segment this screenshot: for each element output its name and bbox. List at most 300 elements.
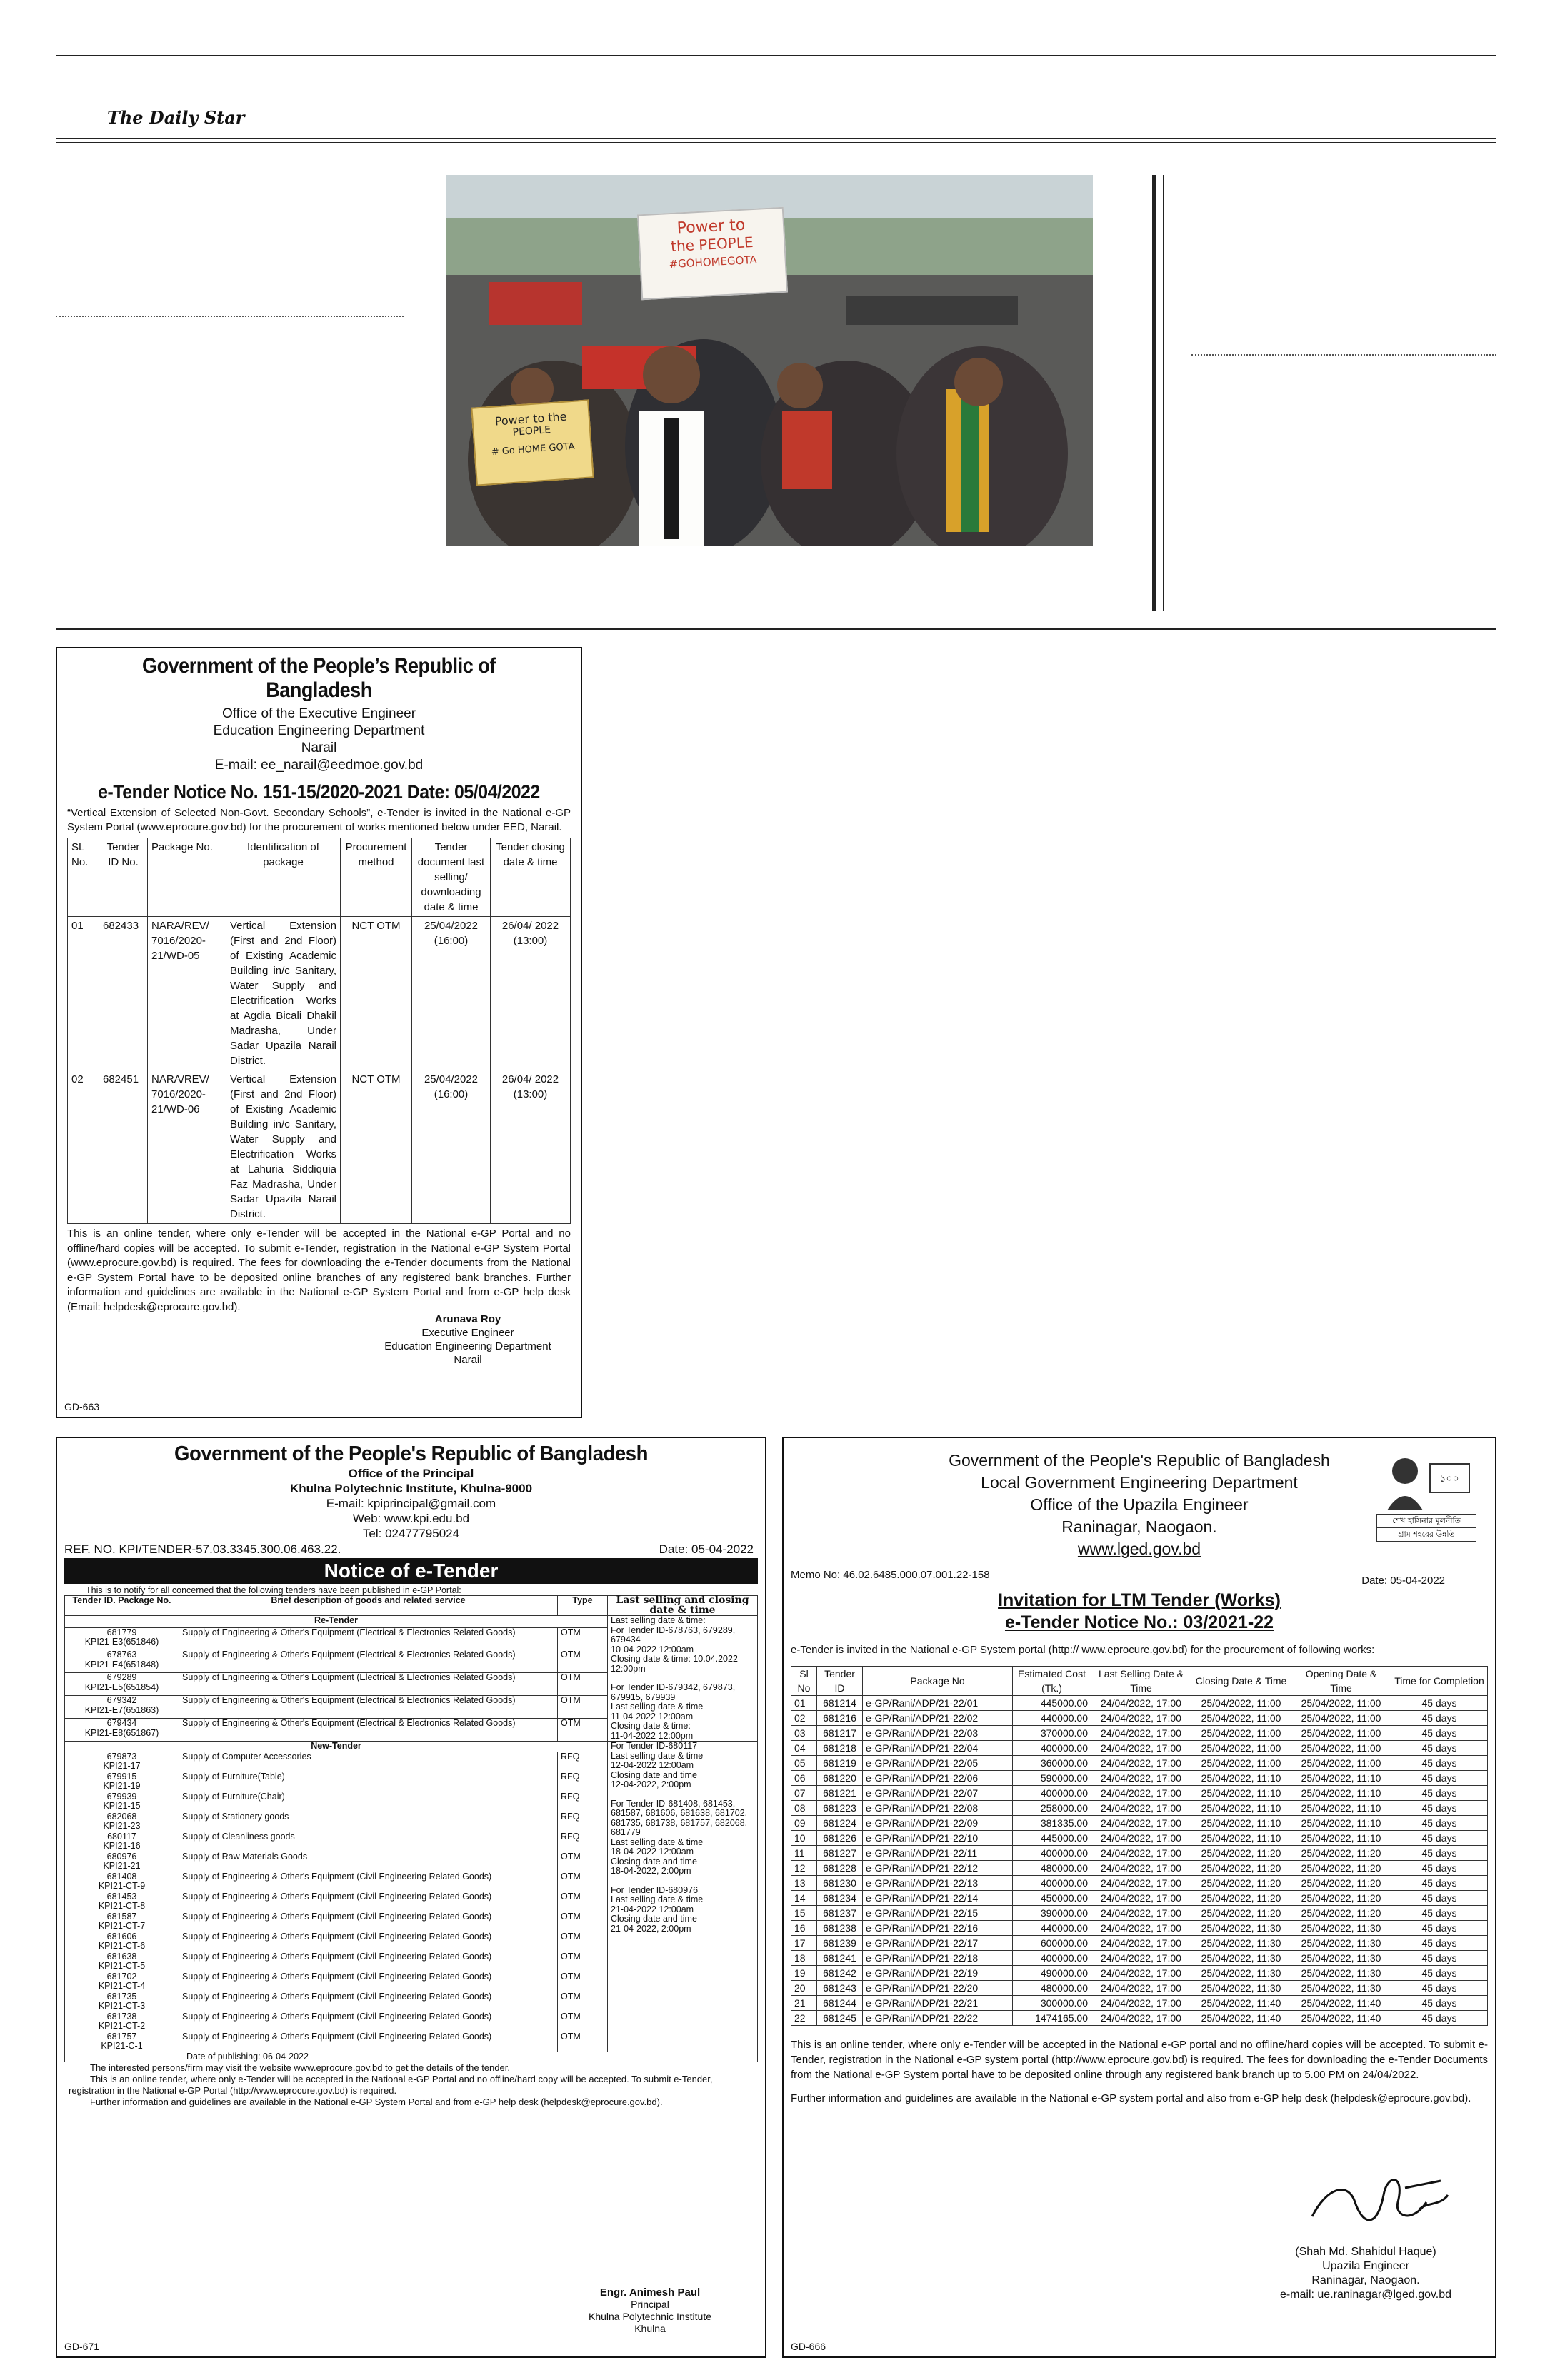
ad2-date-line: Last selling date & time <box>611 1894 704 1904</box>
ad3-cell-id: 681241 <box>817 1951 863 1966</box>
ad3-cell-last: 24/04/2022, 17:00 <box>1091 1696 1191 1711</box>
ad3-table-row <box>791 1831 1488 1846</box>
sign-small-line-3: # Go HOME GOTA <box>491 441 575 458</box>
ad2-package-no: KPI21-E8(651867) <box>84 1727 159 1738</box>
ad2-cell-desc: Supply of Engineering & Other's Equipment (Electrical & Electronics Related Goods) <box>179 1673 558 1696</box>
ad3-cell-time: 45 days <box>1391 1951 1488 1966</box>
ad2-cell-desc: Supply of Engineering & Other's Equipment (Civil Engineering Related Goods) <box>179 1912 558 1932</box>
ad3-cell-cost: 258000.00 <box>1013 1801 1091 1816</box>
ad3-cell-id: 681217 <box>817 1726 863 1741</box>
ad2-date-line: 18-04-2022, 2:00pm <box>611 1866 691 1876</box>
ad3-web-link[interactable]: www.lged.gov.bd <box>1077 1540 1201 1558</box>
dotted-separator-left <box>56 316 404 317</box>
ad3-cell-cost: 300000.00 <box>1013 1996 1091 2011</box>
ad3-cell-sl: 03 <box>791 1726 817 1741</box>
ad2-cell-type: RFQ <box>558 1792 608 1812</box>
ad1-office-lines <box>67 706 571 774</box>
ad2-email: E-mail: kpiprincipal@gmail.com <box>326 1497 496 1510</box>
ad2-tender-id: 681779 <box>106 1627 137 1637</box>
ad3-cell-pkg: e-GP/Rani/ADP/21-22/17 <box>863 1936 1013 1951</box>
ad3-sign-email: e-mail: ue.raninagar@lged.gov.bd <box>1279 2289 1452 2301</box>
ad3-cell-close: 25/04/2022, 11:30 <box>1191 1921 1291 1936</box>
ad2-col-desc: Brief description of goods and related service <box>179 1596 558 1616</box>
ad3-cell-cost: 360000.00 <box>1013 1756 1091 1771</box>
ad3-cell-cost: 390000.00 <box>1013 1906 1091 1921</box>
ad2-cell-type: OTM <box>558 1673 608 1696</box>
ad2-ref: REF. NO. KPI/TENDER-57.03.3345.300.06.463.22. <box>64 1542 341 1556</box>
ad2-sign-title: Principal <box>631 2299 669 2310</box>
ad3-table-row <box>791 1786 1488 1801</box>
ad3-cell-close: 25/04/2022, 11:10 <box>1191 1801 1291 1816</box>
ad1-footer: This is an online tender, where only e-Tender will be accepted in the National e-GP Portal and no offline/hard copies will be accepted. To submit e-Tender, registration in the National e-GP System Portal (www.eprocure.gov.bd) is required. The fees for downloading the e-Tender documents from the National e-GP System Portal have to be deposited online branches of any registered bank branches. Further information and guidelines are available in the National e-GP System Portal and from e-GP help desk (Email: helpdesk@eprocure.gov.bd). <box>67 1227 571 1313</box>
ad2-section-label: Re-Tender <box>65 1616 608 1628</box>
ad1-cell-pkg: NARA/REV/ 7016/2020- 21/WD-05 <box>148 917 226 1070</box>
ad3-cell-time: 45 days <box>1391 1816 1488 1831</box>
ad3-cell-last: 24/04/2022, 17:00 <box>1091 1966 1191 1981</box>
ad3-cell-time: 45 days <box>1391 1801 1488 1816</box>
ad3-cell-pkg: e-GP/Rani/ADP/21-22/16 <box>863 1921 1013 1936</box>
ad2-date-line: For Tender ID-680976 <box>611 1884 699 1895</box>
logo-caption-line: গ্রাম শহরের উন্নতি <box>1398 1530 1455 1539</box>
ad1-sign-dept: Education Engineering Department <box>384 1340 551 1352</box>
protest-sign-small <box>471 399 594 486</box>
ad2-cell-type: OTM <box>558 1992 608 2012</box>
ad2-cell-id <box>65 1932 179 1952</box>
ad3-table-row <box>791 1801 1488 1816</box>
ad2-table <box>64 1595 758 2062</box>
ad3-cell-cost: 445000.00 <box>1013 1696 1091 1711</box>
ad1-col-id: Tender ID No. <box>99 838 148 917</box>
ad3-cell-pkg: e-GP/Rani/ADP/21-22/09 <box>863 1816 1013 1831</box>
ad2-date-line: Closing date and time <box>611 1856 697 1867</box>
ad3-cell-id: 681230 <box>817 1876 863 1891</box>
ad2-package-no: KPI21-21 <box>103 1861 141 1871</box>
ad2-cell-desc: Supply of Engineering & Other's Equipment (Civil Engineering Related Goods) <box>179 1992 558 2012</box>
ad3-cell-open: 25/04/2022, 11:20 <box>1291 1906 1391 1921</box>
ad3-cell-pkg: e-GP/Rani/ADP/21-22/11 <box>863 1846 1013 1861</box>
protest-photo <box>446 175 1093 546</box>
ad1-cell-last: 25/04/2022 (16:00) <box>412 1070 491 1224</box>
ad3-table-row <box>791 1711 1488 1726</box>
ad3-cell-sl: 17 <box>791 1936 817 1951</box>
ad2-package-no: KPI21-CT-4 <box>98 1981 146 1991</box>
ad3-cell-id: 681214 <box>817 1696 863 1711</box>
ad3-cell-last: 24/04/2022, 17:00 <box>1091 1996 1191 2011</box>
ad2-date-line: Last selling date & time <box>611 1837 704 1847</box>
ad3-table-row <box>791 1876 1488 1891</box>
ad2-section-row <box>65 1616 758 1628</box>
ad3-cell-id: 681245 <box>817 2011 863 2026</box>
ad1-cell-id: 682451 <box>99 1070 148 1224</box>
ad3-col-time: Time for Completion <box>1391 1667 1488 1696</box>
ad3-cell-close: 25/04/2022, 11:30 <box>1191 1951 1291 1966</box>
ad3-cell-time: 45 days <box>1391 1996 1488 2011</box>
ad3-cell-time: 45 days <box>1391 1831 1488 1846</box>
ad2-section-label: New-Tender <box>65 1742 608 1752</box>
sign-main-line-3: #GOHOMEGOTA <box>669 253 758 271</box>
ad3-heading <box>791 1590 1488 1634</box>
ad3-cell-close: 25/04/2022, 11:40 <box>1191 1996 1291 2011</box>
ad2-sign-place: Khulna <box>634 2323 666 2334</box>
ad3-cell-cost: 370000.00 <box>1013 1726 1091 1741</box>
ad2-sign-name: Engr. Animesh Paul <box>599 2286 701 2299</box>
ad3-cell-sl: 02 <box>791 1711 817 1726</box>
ad3-cell-open: 25/04/2022, 11:10 <box>1291 1831 1391 1846</box>
ad2-package-no: KPI21-CT-7 <box>98 1921 146 1931</box>
ad2-title: Government of the People's Republic of Bangladesh <box>174 1442 648 1465</box>
ad2-cell-id <box>65 1832 179 1852</box>
ad2-package-no: KPI21-CT-3 <box>98 2001 146 2011</box>
ad2-package-no: KPI21-23 <box>103 1821 141 1831</box>
ad2-cell-type: OTM <box>558 2032 608 2052</box>
ad2-tender-id: 679434 <box>106 1718 137 1729</box>
ad3-memo-row <box>791 1569 1488 1587</box>
ad3-cell-open: 25/04/2022, 11:10 <box>1291 1816 1391 1831</box>
ad3-cell-time: 45 days <box>1391 1861 1488 1876</box>
ad3-cell-close: 25/04/2022, 11:10 <box>1191 1831 1291 1846</box>
masthead-rule-1 <box>56 138 1496 139</box>
ad3-table-row <box>791 1921 1488 1936</box>
ad3-cell-time: 45 days <box>1391 1846 1488 1861</box>
ad3-cell-id: 681224 <box>817 1816 863 1831</box>
ad2-date-line: For Tender ID-678763, 679289, 679434 <box>611 1625 736 1645</box>
ad3-sign-title: Upazila Engineer <box>1322 2260 1409 2272</box>
ad2-publishing-row <box>65 2052 758 2062</box>
ad3-cell-last: 24/04/2022, 17:00 <box>1091 1936 1191 1951</box>
ad2-cell-id <box>65 1912 179 1932</box>
ad3-cell-pkg: e-GP/Rani/ADP/21-22/07 <box>863 1786 1013 1801</box>
ad2-date-line: 10-04-2022 12:00am <box>611 1644 694 1655</box>
ad2-date-line: For Tender ID-679342, 679873, 679915, 679939 <box>611 1682 736 1702</box>
ad3-cell-open: 25/04/2022, 11:30 <box>1291 1951 1391 1966</box>
ad3-cell-last: 24/04/2022, 17:00 <box>1091 1816 1191 1831</box>
ad1-col-desc: Identification of package <box>226 838 341 917</box>
ad2-note: The interested persons/firm may visit the website www.eprocure.gov.bd to get the details of the tender. <box>90 2062 510 2073</box>
ad3-cell-close: 25/04/2022, 11:20 <box>1191 1861 1291 1876</box>
vertical-rule-2 <box>1163 175 1164 611</box>
ad3-table-row <box>791 1771 1488 1786</box>
ad2-cell-id <box>65 1719 179 1742</box>
ad3-table-row <box>791 1696 1488 1711</box>
ad3-cell-last: 24/04/2022, 17:00 <box>1091 1771 1191 1786</box>
ad2-date-line: Closing date and time <box>611 1769 697 1780</box>
ad3-cell-close: 25/04/2022, 11:10 <box>1191 1816 1291 1831</box>
ad3-table-row <box>791 1756 1488 1771</box>
ad3-cell-time: 45 days <box>1391 1906 1488 1921</box>
ad2-cell-id <box>65 2032 179 2052</box>
ad2-tender-id: 681606 <box>106 1931 137 1942</box>
ad2-date-line <box>611 1790 754 1799</box>
ad2-cell-desc: Supply of Engineering & Other's Equipment (Civil Engineering Related Goods) <box>179 1932 558 1952</box>
ad2-package-no: KPI21-CT-5 <box>98 1961 146 1971</box>
ad1-sign-title: Executive Engineer <box>421 1327 514 1339</box>
ad3-code: GD-666 <box>791 2341 826 2352</box>
ad2-cell-type: OTM <box>558 1696 608 1719</box>
ad2-cell-desc: Supply of Engineering & Other's Equipment (Civil Engineering Related Goods) <box>179 1892 558 1912</box>
ad2-cell-id <box>65 1752 179 1772</box>
ad3-cell-id: 681221 <box>817 1786 863 1801</box>
ad3-logo-caption <box>1376 1514 1476 1542</box>
ad3-line: Local Government Engineering Department <box>981 1473 1298 1492</box>
ad3-cell-time: 45 days <box>1391 1981 1488 1996</box>
ad2-cell-type: OTM <box>558 1650 608 1673</box>
ad1-cell-sl: 02 <box>68 1070 99 1224</box>
ad2-package-no: KPI21-E5(651854) <box>84 1682 159 1692</box>
ad2-note: This is an online tender, where only e-Tender will be accepted in the National e-GP Portal and no offline/hard copy will be accepted. To submit e-Tender, registration in the National e-GP Portal (http://www.eprocure.gov.bd) is required. <box>69 2074 713 2096</box>
ad2-cell-dates <box>608 1616 758 1742</box>
ad2-package-no: KPI21-CT-9 <box>98 1881 146 1891</box>
ad3-col-pkg: Package No <box>863 1667 1013 1696</box>
ad2-signature <box>543 2286 757 2335</box>
ad2-tender-id: 680976 <box>106 1851 137 1862</box>
ad3-cell-id: 681226 <box>817 1831 863 1846</box>
ad3-cell-pkg: e-GP/Rani/ADP/21-22/12 <box>863 1861 1013 1876</box>
ad3-cell-id: 681223 <box>817 1801 863 1816</box>
ad1-col-method: Procurement method <box>341 838 412 917</box>
ad1-cell-sl: 01 <box>68 917 99 1070</box>
ad1-col-pkg: Package No. <box>148 838 226 917</box>
ad2-tender-id: 680117 <box>107 1831 136 1842</box>
ad2-package-no: KPI21-CT-8 <box>98 1901 146 1911</box>
ad3-cell-cost: 400000.00 <box>1013 1846 1091 1861</box>
ad3-cell-sl: 19 <box>791 1966 817 1981</box>
ad3-cell-sl: 22 <box>791 2011 817 2026</box>
ad2-cell-dates <box>608 1742 758 2052</box>
ad3-cell-sl: 16 <box>791 1921 817 1936</box>
ad3-sign-place: Raninagar, Naogaon. <box>1311 2274 1420 2286</box>
top-rule <box>56 55 1496 56</box>
ad3-cell-pkg: e-GP/Rani/ADP/21-22/14 <box>863 1891 1013 1906</box>
ad2-office-block <box>64 1466 758 1541</box>
ad3-cell-time: 45 days <box>1391 2011 1488 2026</box>
ad2-package-no: KPI21-E3(651846) <box>84 1637 159 1647</box>
ad2-cell-id <box>65 1650 179 1673</box>
ad1-cell-close: 26/04/ 2022 (13:00) <box>491 917 571 1070</box>
ad3-table-body <box>791 1696 1488 2026</box>
ad3-col-id: Tender ID <box>817 1667 863 1696</box>
ad3-cell-last: 24/04/2022, 17:00 <box>1091 1741 1191 1756</box>
ad3-cell-open: 25/04/2022, 11:10 <box>1291 1801 1391 1816</box>
ad3-table-row <box>791 1951 1488 1966</box>
ad3-cell-sl: 18 <box>791 1951 817 1966</box>
ad3-cell-pkg: e-GP/Rani/ADP/21-22/01 <box>863 1696 1013 1711</box>
ad2-cell-id <box>65 1792 179 1812</box>
ad3-cell-last: 24/04/2022, 17:00 <box>1091 1756 1191 1771</box>
ad2-date-line: Closing date & time: 10.04.2022 12:00pm <box>611 1654 738 1674</box>
ad3-cell-id: 681237 <box>817 1906 863 1921</box>
protest-sign-main <box>637 207 788 301</box>
ad2-tender-id: 681587 <box>106 1911 137 1922</box>
ad3-cell-last: 24/04/2022, 17:00 <box>1091 1921 1191 1936</box>
ad3-cell-open: 25/04/2022, 11:00 <box>1291 1711 1391 1726</box>
sign-main-line-1: Power to <box>676 216 746 238</box>
masthead-rule-2 <box>56 142 1496 143</box>
ad3-cell-close: 25/04/2022, 11:20 <box>1191 1876 1291 1891</box>
ad3-cell-cost: 440000.00 <box>1013 1921 1091 1936</box>
ad3-cell-sl: 13 <box>791 1876 817 1891</box>
ad2-date-line <box>611 1877 754 1886</box>
ad3-cell-time: 45 days <box>1391 1726 1488 1741</box>
signature-scribble-icon <box>1298 2159 1455 2245</box>
ad3-cell-open: 25/04/2022, 11:40 <box>1291 1996 1391 2011</box>
ad1-cell-desc: Vertical Extension (First and 2nd Floor) of Existing Academic Building in/c Sanitary, Water Supply and Electrification Works at Lahuria Siddiquia Faz Madrasha, Under Sadar Upazila Narail District. <box>226 1070 341 1224</box>
ad3-cell-pkg: e-GP/Rani/ADP/21-22/22 <box>863 2011 1013 2026</box>
ad2-table-body <box>65 1616 758 2062</box>
ad2-institute: Khulna Polytechnic Institute, Khulna-9000 <box>289 1482 533 1495</box>
ad3-cell-sl: 06 <box>791 1771 817 1786</box>
ad2-tender-id: 679873 <box>106 1751 137 1762</box>
ad3-cell-sl: 01 <box>791 1696 817 1711</box>
ad3-col-sl: Sl No <box>791 1667 817 1696</box>
ad2-cell-type: OTM <box>558 1952 608 1972</box>
ad2-tender-id: 679289 <box>106 1672 137 1683</box>
ad3-cell-id: 681234 <box>817 1891 863 1906</box>
ad3-cell-last: 24/04/2022, 17:00 <box>1091 1801 1191 1816</box>
ad3-cell-last: 24/04/2022, 17:00 <box>1091 2011 1191 2026</box>
ad3-date: Date: 05-04-2022 <box>1361 1575 1445 1587</box>
ad1-intro: “Vertical Extension of Selected Non-Govt. Secondary Schools”, e-Tender is invited in the National e-GP System Portal (www.eprocure.gov.bd) for the procurement of works mentioned below under EED, Narail. <box>67 807 571 833</box>
ad3-cell-id: 681228 <box>817 1861 863 1876</box>
ad2-tender-id: 679915 <box>106 1771 137 1782</box>
ad3-cell-close: 25/04/2022, 11:00 <box>1191 1726 1291 1741</box>
ad3-footer-1: This is an online tender, where only e-Tender will be accepted in the National e-GP portal and no offline/hard copies will be accepted. To submit e-Tender, registration in the National e-GP system portal (http://www.eprocure.gov.bd) is required. The fees for downloading the e-Tender Documents from the National e-GP System portal have to be deposited online through any registered bank branch up to 5.00 PM on 24/04/2022. <box>791 2039 1488 2081</box>
ad2-tender-id: 679939 <box>106 1791 137 1802</box>
ad3-cell-close: 25/04/2022, 11:10 <box>1191 1786 1291 1801</box>
ad3-table-row <box>791 1981 1488 1996</box>
ad1-code: GD-663 <box>64 1401 100 1412</box>
ad3-table-row <box>791 1891 1488 1906</box>
ad3-line: Office of the Upazila Engineer <box>1030 1495 1249 1514</box>
ad3-cell-sl: 12 <box>791 1861 817 1876</box>
ad3-cell-last: 24/04/2022, 17:00 <box>1091 1846 1191 1861</box>
ad3-cell-last: 24/04/2022, 17:00 <box>1091 1726 1191 1741</box>
logo-caption-line: শেখ হাসিনার মূলনীতি <box>1377 1515 1476 1528</box>
ad3-cell-cost: 1474165.00 <box>1013 2011 1091 2026</box>
ad3-cell-id: 681238 <box>817 1921 863 1936</box>
ad2-code: GD-671 <box>64 2341 100 2352</box>
ad3-cell-time: 45 days <box>1391 1756 1488 1771</box>
ad2-cell-type: RFQ <box>558 1812 608 1832</box>
ad3-cell-id: 681242 <box>817 1966 863 1981</box>
masthead: The Daily Star <box>107 107 245 128</box>
ad2-cell-type: OTM <box>558 1627 608 1650</box>
ad2-cell-desc: Supply of Engineering & Other's Equipment (Civil Engineering Related Goods) <box>179 1972 558 1992</box>
ad1-office-line: Office of the Executive Engineer <box>221 706 416 721</box>
ad3-cell-time: 45 days <box>1391 1936 1488 1951</box>
ad3-cell-open: 25/04/2022, 11:30 <box>1291 1936 1391 1951</box>
ad3-col-close: Closing Date & Time <box>1191 1667 1291 1696</box>
ad2-tender-id: 681735 <box>106 1991 137 2002</box>
ad2-cell-desc: Supply of Cleanliness goods <box>179 1832 558 1852</box>
ad1-col-last: Tender document last selling/ downloading date & time <box>412 838 491 917</box>
ad3-cell-pkg: e-GP/Rani/ADP/21-22/18 <box>863 1951 1013 1966</box>
ad2-cell-type: RFQ <box>558 1772 608 1792</box>
ad2-date-line: 12-04-2022, 2:00pm <box>611 1779 691 1789</box>
ad3-cell-id: 681239 <box>817 1936 863 1951</box>
ad3-cell-last: 24/04/2022, 17:00 <box>1091 1861 1191 1876</box>
ad3-cell-last: 24/04/2022, 17:00 <box>1091 1876 1191 1891</box>
ad3-cell-open: 25/04/2022, 11:00 <box>1291 1726 1391 1741</box>
ad3-cell-close: 25/04/2022, 11:10 <box>1191 1771 1291 1786</box>
ad2-tender-id: 681453 <box>106 1891 137 1902</box>
ad2-date-line: 12-04-2022 12:00am <box>611 1760 694 1770</box>
ad3-sign-name: (Shah Md. Shahidul Haque) <box>1295 2246 1436 2258</box>
ad3-intro: e-Tender is invited in the National e-GP System portal (http:// www.eprocure.gov.bd) for the procurement of following works: <box>791 1644 1375 1656</box>
ad3-cell-time: 45 days <box>1391 1921 1488 1936</box>
ad2-date-line: Closing date and time <box>611 1914 697 1924</box>
ad3-cell-cost: 400000.00 <box>1013 1951 1091 1966</box>
ad2-tender-id: 678763 <box>106 1650 137 1660</box>
ad3-cell-close: 25/04/2022, 11:20 <box>1191 1846 1291 1861</box>
ad2-tender-id: 681702 <box>106 1971 137 1982</box>
ad3-cell-open: 25/04/2022, 11:40 <box>1291 2011 1391 2026</box>
ad3-cell-cost: 400000.00 <box>1013 1786 1091 1801</box>
ad2-cell-desc: Supply of Stationery goods <box>179 1812 558 1832</box>
ad3-signature <box>1248 2245 1484 2302</box>
handwritten-signature <box>1298 2159 1455 2245</box>
ad2-cell-id <box>65 1952 179 1972</box>
ad3-cell-close: 25/04/2022, 11:20 <box>1191 1906 1291 1921</box>
ad3-table-row <box>791 1741 1488 1756</box>
ad2-cell-type: OTM <box>558 1872 608 1892</box>
ad3-cell-open: 25/04/2022, 11:20 <box>1291 1861 1391 1876</box>
ad3-table-row <box>791 1846 1488 1861</box>
ad3-cell-open: 25/04/2022, 11:30 <box>1291 1966 1391 1981</box>
ad2-notes <box>64 2062 758 2108</box>
ad2-cell-id <box>65 1892 179 1912</box>
ad3-notice: e-Tender Notice No.: 03/2021-22 <box>1004 1612 1274 1632</box>
ad1-col-close: Tender closing date & time <box>491 838 571 917</box>
ad2-cell-id <box>65 1852 179 1872</box>
ad2-package-no: KPI21-E4(651848) <box>84 1659 159 1669</box>
ad2-web: Web: www.kpi.edu.bd <box>352 1512 470 1525</box>
ad2-date-line: 11-04-2022 12:00am <box>611 1711 694 1722</box>
ad2-tender-id: 681738 <box>106 2011 137 2022</box>
ad2-date-line: Last selling date & time <box>611 1750 704 1761</box>
ad3-cell-last: 24/04/2022, 17:00 <box>1091 1891 1191 1906</box>
ad3-cell-cost: 450000.00 <box>1013 1891 1091 1906</box>
ad1-sign-place: Narail <box>454 1354 482 1366</box>
ad2-section-row <box>65 1742 758 1752</box>
ad2-cell-desc: Supply of Furniture(Chair) <box>179 1792 558 1812</box>
ad1-col-sl: SL No. <box>68 838 99 917</box>
ad3-cell-time: 45 days <box>1391 1891 1488 1906</box>
ad3-col-cost: Estimated Cost (Tk.) <box>1013 1667 1091 1696</box>
ad3-cell-pkg: e-GP/Rani/ADP/21-22/05 <box>863 1756 1013 1771</box>
ad3-cell-open: 25/04/2022, 11:30 <box>1291 1981 1391 1996</box>
ad1-signature <box>364 1312 571 1367</box>
ad2-cell-type: OTM <box>558 1719 608 1742</box>
ad3-cell-sl: 07 <box>791 1786 817 1801</box>
ad2-cell-desc: Supply of Engineering & Other's Equipment (Electrical & Electronics Related Goods) <box>179 1650 558 1673</box>
ad3-cell-time: 45 days <box>1391 1696 1488 1711</box>
ad2-cell-desc: Supply of Engineering & Other's Equipment (Electrical & Electronics Related Goods) <box>179 1696 558 1719</box>
ad3-cell-close: 25/04/2022, 11:30 <box>1191 1966 1291 1981</box>
ad3-cell-pkg: e-GP/Rani/ADP/21-22/03 <box>863 1726 1013 1741</box>
ad3-table-row <box>791 1861 1488 1876</box>
sign-main-line-2: the PEOPLE <box>670 234 754 256</box>
ad2-tender-id: 681757 <box>106 2031 137 2042</box>
ad3-cell-time: 45 days <box>1391 1741 1488 1756</box>
ad2-cell-desc: Supply of Raw Materials Goods <box>179 1852 558 1872</box>
dotted-separator-right <box>1191 354 1496 356</box>
ad2-col-id: Tender ID. Package No. <box>65 1596 179 1616</box>
ad1-email: E-mail: ee_narail@eedmoe.gov.bd <box>214 758 424 773</box>
ad3-col-last: Last Selling Date & Time <box>1091 1667 1191 1696</box>
ad2-cell-type: OTM <box>558 1912 608 1932</box>
ad3-cell-time: 45 days <box>1391 1966 1488 1981</box>
ad2-date-line: 21-04-2022 12:00am <box>611 1904 694 1914</box>
